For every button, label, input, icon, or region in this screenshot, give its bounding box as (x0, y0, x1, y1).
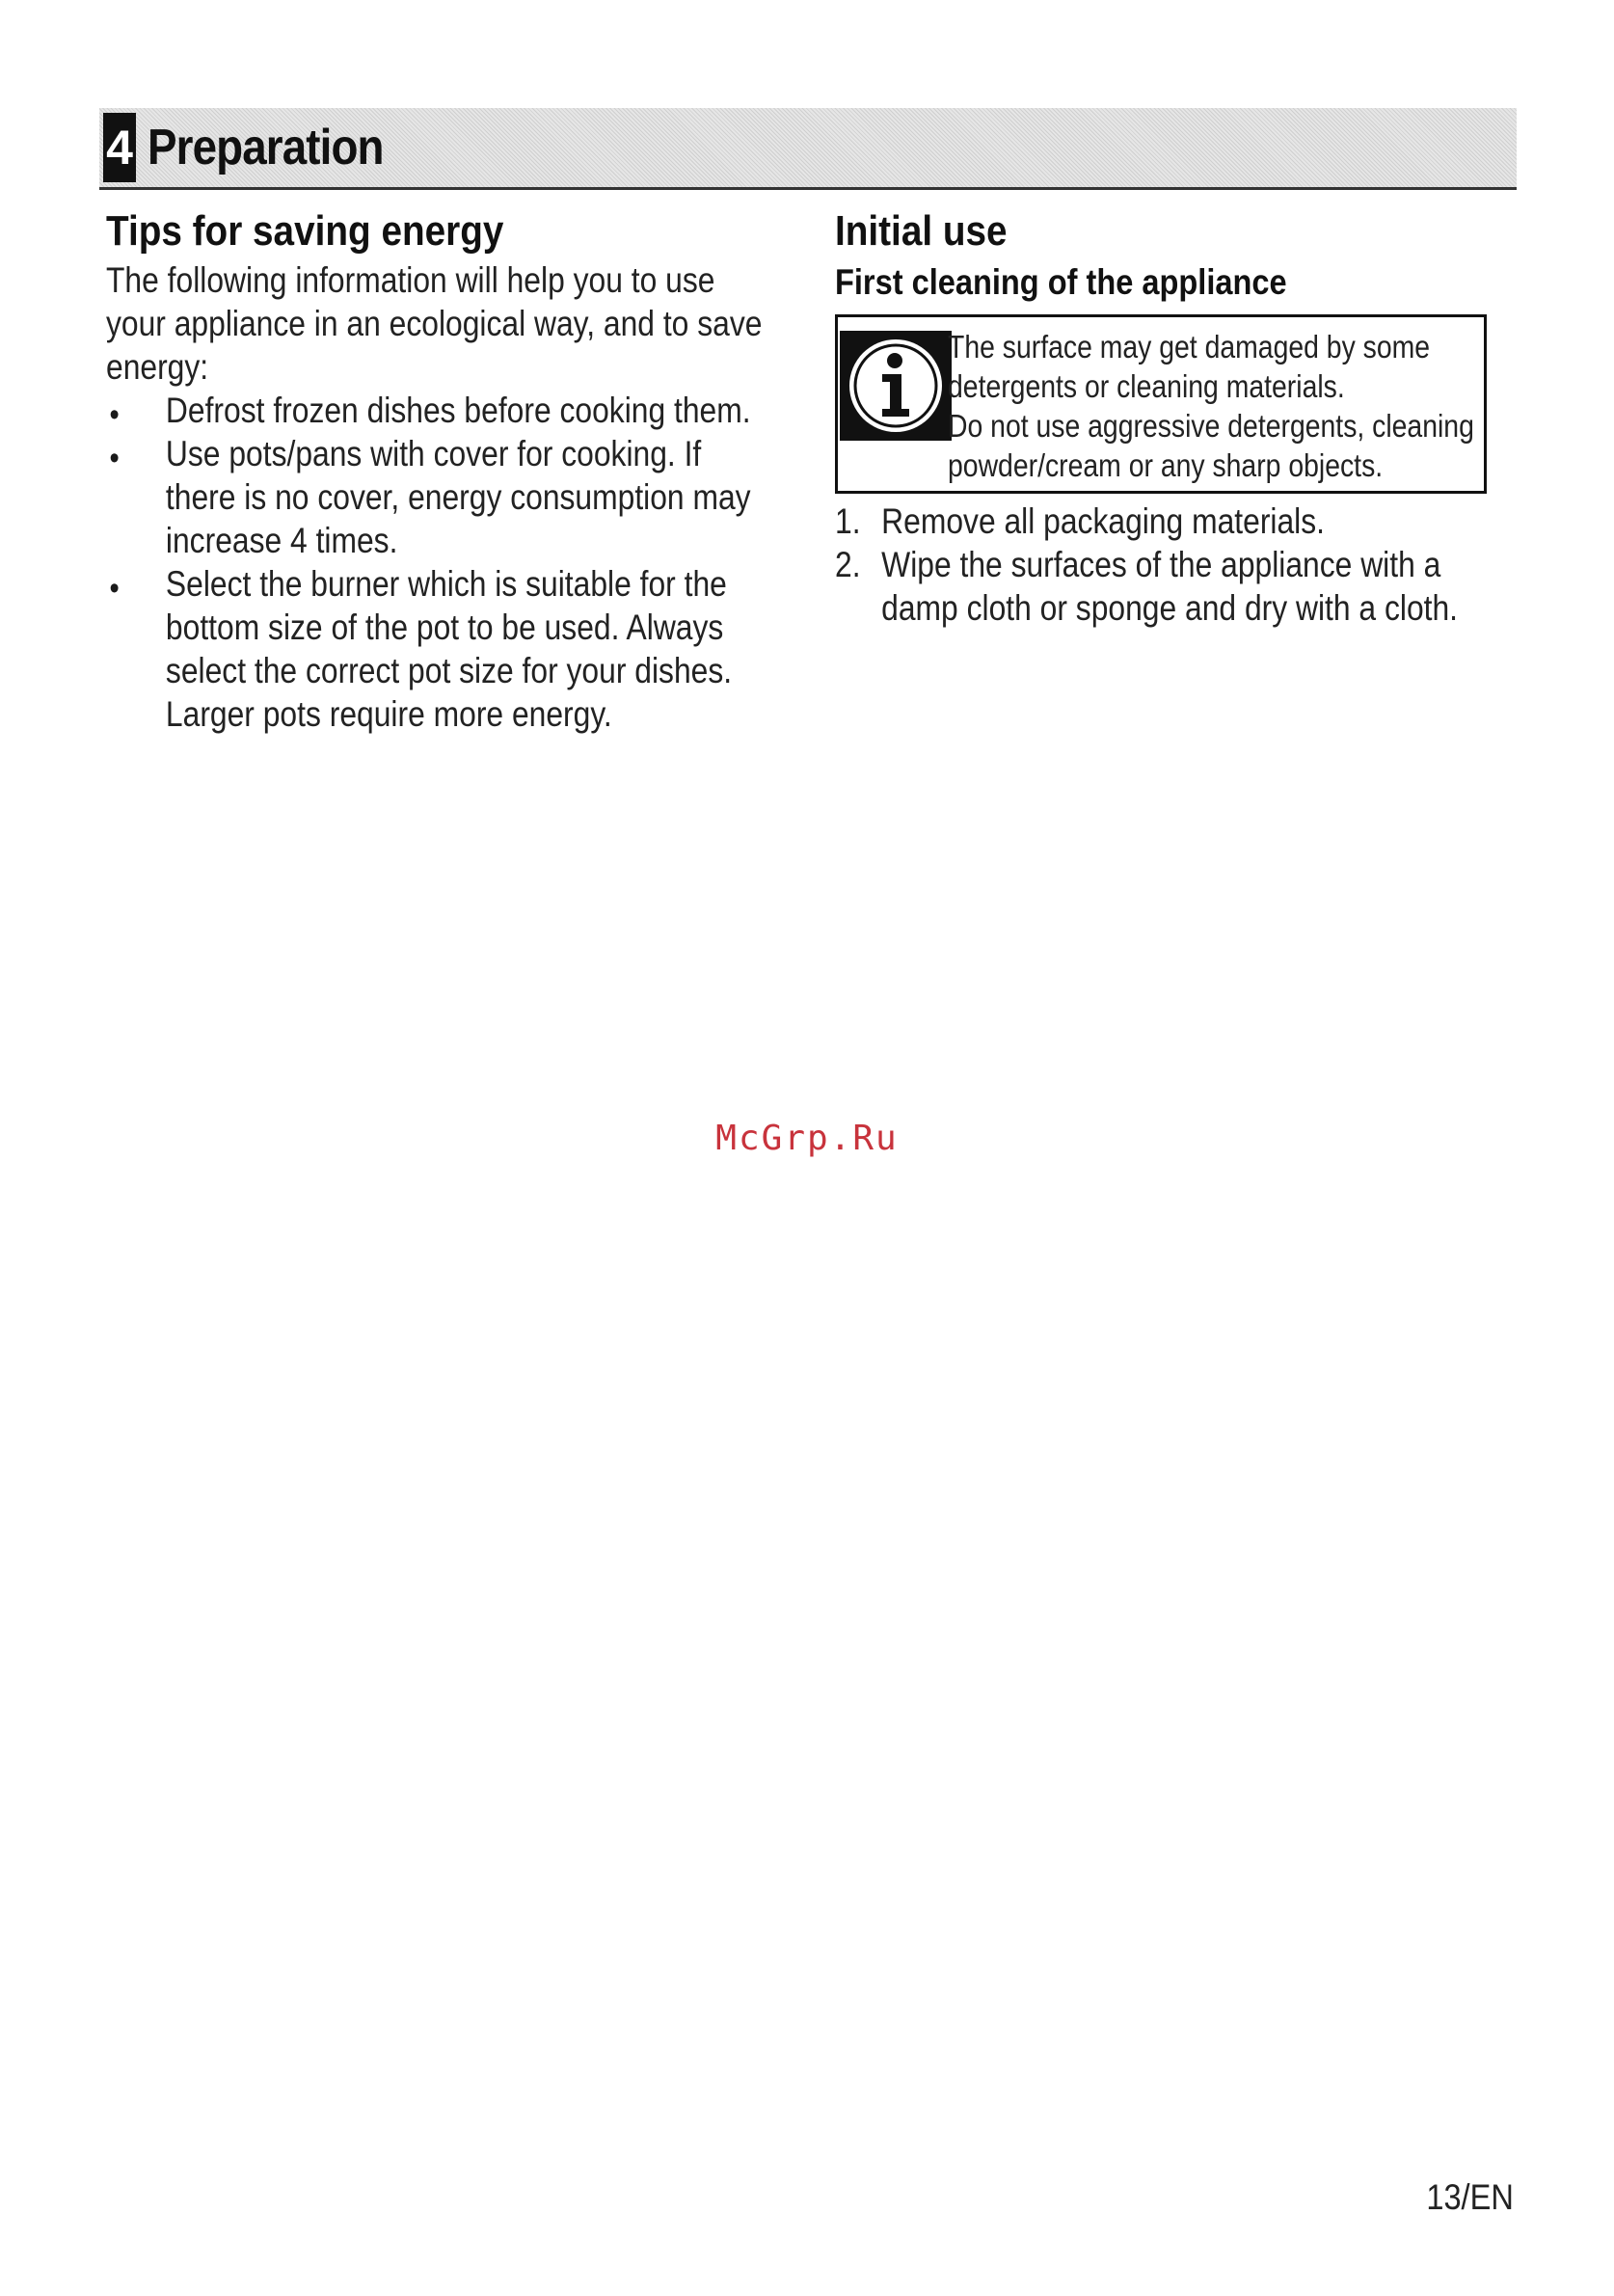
chapter-header (99, 108, 1517, 190)
bullet-icon: • (109, 396, 120, 433)
step-number: 2. (835, 545, 861, 584)
step-text: Remove all packaging materials. (881, 501, 1326, 541)
list-item (106, 562, 779, 736)
list-item (106, 432, 779, 562)
list-item (835, 543, 1508, 630)
bullet-text: Defrost frozen dishes before cooking them. (165, 391, 751, 430)
bullet-text: Select the burner which is suitable for the bottom size of the pot to be used. Always select the correct pot size for your dishes. Larger pots require more energy. (165, 564, 733, 734)
first-cleaning-heading: First cleaning of the appliance (835, 262, 1287, 302)
initial-use-section (835, 204, 1510, 630)
cleaning-steps-body (835, 500, 1508, 630)
intro-line: The following information will help you to use (106, 260, 715, 300)
step-text: Wipe the surfaces of the appliance with a damp cloth or sponge and dry with a cloth. (881, 545, 1459, 628)
page-number: 13/EN (1426, 2177, 1514, 2217)
list-item (835, 500, 1508, 543)
bullet-icon: • (109, 570, 120, 607)
step-number: 1. (835, 501, 861, 541)
chapter-title: Preparation (148, 120, 384, 176)
energy-tips-body (106, 258, 779, 736)
energy-tips-heading: Tips for saving energy (106, 207, 504, 255)
bullet-icon: • (109, 440, 120, 476)
intro-line: energy: (106, 347, 209, 387)
list-item (106, 389, 779, 432)
cleaning-steps-list (835, 500, 1508, 630)
intro-line: your appliance in an ecological way, and to save (106, 304, 763, 343)
info-note-text: The surface may get damaged by some detergents or cleaning materials. Do not use aggressive detergents, cleaning powder/cream or any sharp objects. (948, 329, 1474, 483)
initial-use-heading: Initial use (835, 207, 1008, 255)
tips-list (106, 389, 779, 736)
info-icon (840, 331, 952, 441)
intro-paragraph (106, 258, 779, 389)
info-note-box (835, 314, 1487, 494)
energy-tips-section (106, 204, 781, 736)
watermark: McGrp.Ru (715, 1119, 899, 1158)
bullet-text: Use pots/pans with cover for cooking. If there is no cover, energy consumption may increase 4 times. (165, 434, 751, 560)
chapter-number: 4 (103, 113, 136, 182)
